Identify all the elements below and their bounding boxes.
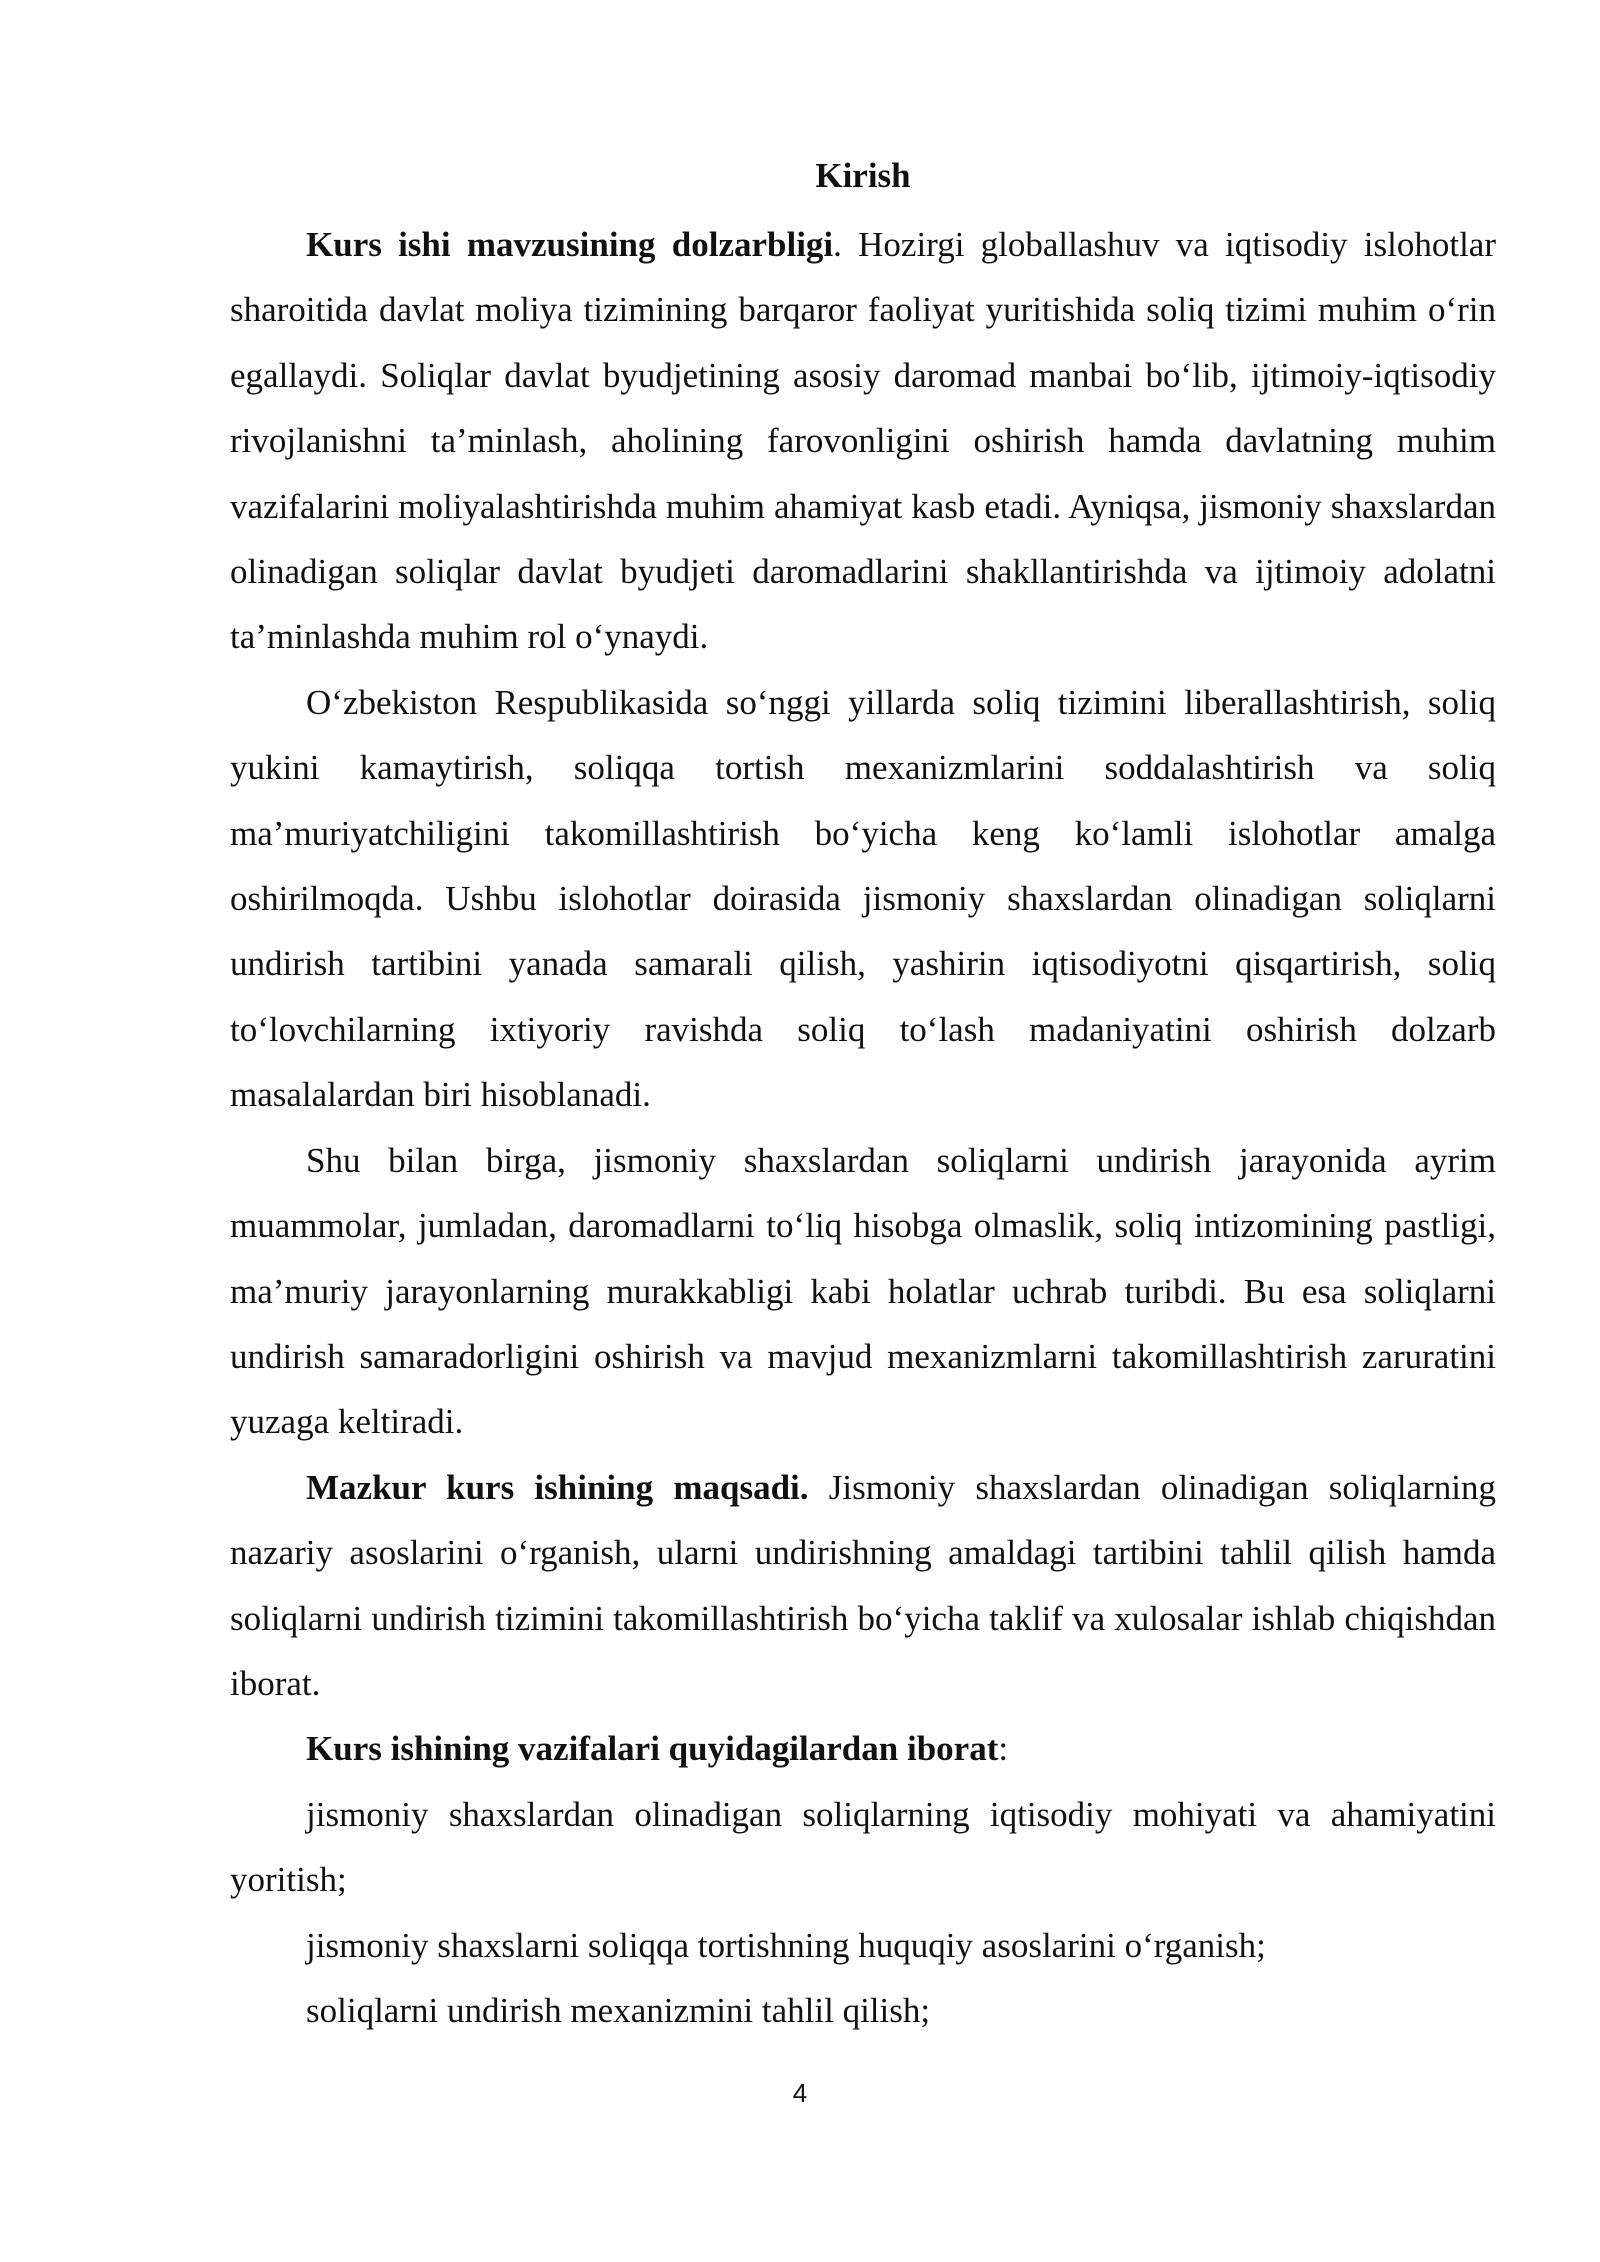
paragraph-text: jismoniy shaxslarni soliqqa tortishning huquqiy asoslarini o‘rganish; [306,1925,1266,1965]
page-body [230,148,1496,2043]
paragraph-text: . Hozirgi globallashuv va iqtisodiy islohotlar sharoitida davlat moliya tizimining barqaror faoliyat yuritishida soliq tizimi muhim o‘rin egallaydi. Soliqlar davlat byudjetining asosiy daromad manbai bo‘lib, ijtimoiy-iqtisodiy rivojlanishni ta’minlash, aholining farovonligini oshirish hamda davlatning muhim vazifalarini moliyalashtirishda muhim ahamiyat kasb etadi. Ayniqsa, jismoniy shaxslardan olinadigan soliqlar davlat byudjeti daromadlarini shakllantirishda va ijtimoiy adolatni ta’minlashda muhim rol o‘ynaydi. [230,225,1497,657]
paragraph-goal [230,1455,1496,1717]
paragraph-problems [230,1128,1496,1455]
paragraph-text: soliqlarni undirish mexanizmini tahlil qilish; [306,1990,931,2030]
task-item [230,1782,1496,1913]
paragraph-relevance [230,212,1496,670]
task-item [230,1978,1496,2043]
paragraph-text: Jismoniy shaxslardan olinadigan soliqlarning nazariy asoslarini o‘rganish, ularni undirishning amaldagi tartibini tahlil qilish hamda soliqlarni undirish tizimini takomillashtirish bo‘yicha taklif va xulosalar ishlab chiqishdan iborat. [230,1467,1497,1703]
paragraph-tasks-heading [230,1716,1496,1781]
paragraph-lead: Kurs ishi mavzusining dolzarbligi [306,225,834,264]
paragraph-text: jismoniy shaxslardan olinadigan soliqlarning iqtisodiy mohiyati va ahamiyatini yoritish; [230,1794,1496,1900]
page-number: 4 [792,2078,808,2108]
paragraph-text: O‘zbekiston Respublikasida so‘nggi yillarda soliq tizimini liberallashtirish, soliq yukini kamaytirish, soliqqa tortish mexanizmlarini soddalashtirish va soliq ma’muriyatchiligini takomillashtirish bo‘yicha keng ko‘lamli islohotlar amalga oshirilmoqda. Ushbu islohotlar doirasida jismoniy shaxslardan olinadigan soliqlarni undirish tartibini yanada samarali qilish, yashirin iqtisodiyotni qisqartirish, soliq to‘lovchilarning ixtiyoriy ravishda soliq to‘lash madaniyatini oshirish dolzarb masalalardan biri hisoblanadi. [230,682,1496,1115]
paragraph-reforms [230,670,1496,1128]
paragraph-lead: Mazkur kurs ishining maqsadi. [306,1467,809,1507]
paragraph-text: Shu bilan birga, jismoniy shaxslardan soliqlarni undirish jarayonida ayrim muammolar, jumladan, daromadlarni to‘liq hisobga olmaslik, soliq intizomining pastligi, ma’muriy jarayonlarning murakkabligi kabi holatlar uchrab turibdi. Bu esa soliqlarni undirish samaradorligini oshirish va mavjud mexanizmlarni takomillashtirish zaruratini yuzaga keltiradi. [230,1140,1496,1442]
section-heading: Kirish [815,156,911,195]
task-item [230,1913,1496,1978]
paragraph-lead: Kurs ishining vazifalari quyidagilardan iborat [306,1729,999,1769]
paragraph-text: : [998,1729,1009,1769]
